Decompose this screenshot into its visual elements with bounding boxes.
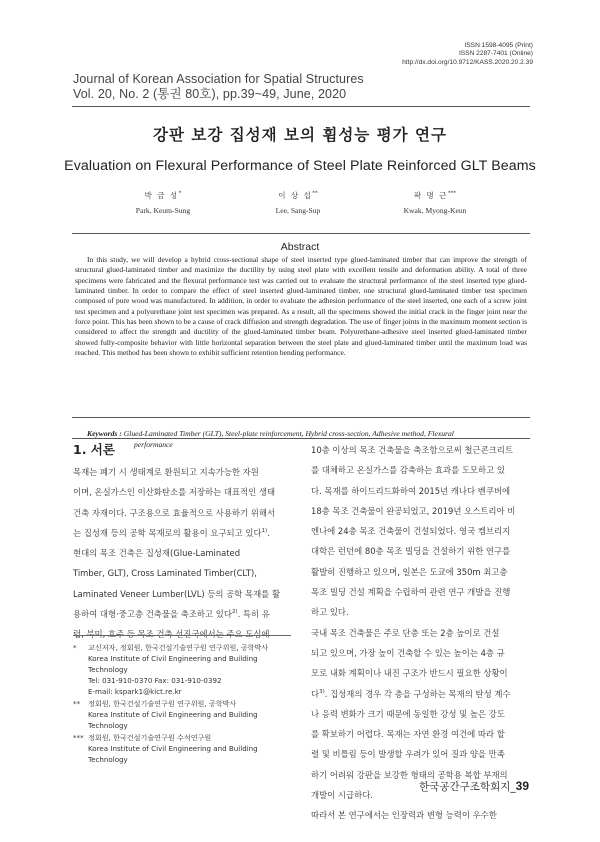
keywords-text: Glued-Laminated Timber (GLT), Steel-plate reinforcement, Hybrid cross-section, Adhesive method, Flexural [123,429,454,438]
body-line: 모로 내화 계획이나 내진 구조가 반드시 필요한 상황이 [311,668,508,679]
body-line: 나 응력 변화가 크기 때문에 동일한 강성 및 높은 강도 [311,708,505,719]
body-line: 목재는 폐기 시 생태계로 환원되고 지속가능한 자원 [73,467,259,477]
footer-journal: 한국공간구조학회지 [419,781,511,793]
right-column [311,440,515,826]
footnote-line: Korea Institute of Civil Engineering and Building [88,744,258,753]
body-line: 럽, 북미, 호주 등 목조 건축 선진국에서는 주요 도심에 [73,629,270,640]
journal-issue: Vol. 20, No. 2 (통권 80호), pp.39~49, June, 2020 [73,87,347,101]
body-line: 18층 목조 건축물이 완공되었고, 2019년 오스트리아 비 [311,505,516,516]
page-footer [419,779,529,794]
issn-print: ISSN 1598-4095 (Print) [464,42,533,49]
body-line: 건축 자재이다. 구조용으로 효율적으로 사용하기 위해서 [73,507,276,518]
body-line: 현대의 목조 건축은 집성재(Glue-Laminated [73,548,241,559]
author-name-english: Kwak, Myong-Keun [403,206,467,215]
author-mark: *** [447,190,457,197]
author-mark: * [178,190,182,197]
body-line: 국내 목조 건축물은 주로 단층 또는 2층 높이로 건설 [311,627,500,638]
body-line: 렬 및 비틀림 등이 발생할 우려가 있어 질과 양을 만족 [311,749,505,760]
footnote-line: 교신저자, 정회원, 한국건설기술연구원 연구위원, 공학박사 [88,643,269,652]
body-line: 는 집성재 등의 공학 목재로의 활용이 요구되고 있다$^{1)}$. [73,527,270,538]
body-line: 를 확보하기 어렵다. 목재는 자연 환경 여건에 따라 할 [311,729,505,740]
issn-block [402,42,533,67]
author-1 [98,190,228,215]
author-3 [370,190,500,215]
body-line: 엔나에 24층 목조 건축물이 건설되었다. 영국 켐브리지 [311,526,511,537]
header-rule [72,106,530,107]
page-number: 39 [515,779,529,793]
keywords-rule [72,438,530,439]
footnote-mark: * [73,643,77,652]
footnote-line: 정회원, 한국건설기술연구원 연구위원, 공학박사 [88,699,237,708]
body-line: Timber, GLT), Cross Laminated Timber(CLT), [73,568,257,579]
author-name-english: Park, Keum-Sung [135,206,191,215]
footnote-mark: *** [73,733,84,742]
citation-mark: 2) [231,609,238,616]
issn-online: ISSN 2287-7401 (Online) [458,50,533,58]
section-heading: 1. 서론 [73,442,115,457]
body-line: 활발히 진행하고 있으며, 일본은 도쿄에 350m 최고층 [311,566,508,577]
body-line: 이며, 온실가스인 이산화탄소를 저장하는 대표적인 생태 [73,487,276,498]
body-line: 개발이 시급하다. [311,790,373,801]
author-name-korean: 이 상 섭 [278,191,313,200]
body-line: 하고 있다. [311,607,349,618]
footnote-line: Tel: 031-910-0370 Fax: 031-910-0392 [88,676,222,685]
body-line: 10층 이상의 목조 건축물을 축조함으로써 철근콘크리트 [311,445,513,455]
journal-name: Journal of Korean Association for Spatial Structures [73,72,364,86]
footer-separator: _ [510,781,516,793]
footnote-line: Technology [88,665,128,674]
footnote-rule [73,635,291,636]
footnote-2 [73,698,298,731]
body-line: 다$^{3)}$. 집성재의 경우 각 층을 구성하는 목재의 탄성 계수 [311,688,511,699]
author-mark: ** [312,190,318,197]
footnote-line: Korea Institute of Civil Engineering and Building [88,654,258,663]
body-line: 를 대체하고 온실가스를 감축하는 효과를 도모하고 있 [311,465,505,476]
footnote-mark: ** [73,699,81,708]
footnote-line: Technology [88,755,128,764]
body-line: 용하여 대형·중고층 건축물을 축조하고 있다$^{2)}$. 특히 유 [73,609,270,620]
footnote-email[interactable]: E-mail: kspark1@kict.re.kr [88,687,182,696]
paper-title-korean: 강판 보강 집성재 보의 휨성능 평가 연구 [153,126,447,144]
author-2 [233,190,363,215]
citation-mark: 3) [319,688,325,695]
author-name-english: Lee, Sang-Sup [275,206,321,215]
doi-link[interactable]: http://dx.doi.org/10.9712/KASS.2020.20.2.39 [402,58,533,66]
body-line: 목조 빌딩 건설 계획을 수립하여 관련 연구 개발을 진행 [311,587,511,598]
left-column [73,462,280,645]
abstract-body: In this study, we will develop a hybrid cross-sectional shape of steel inserted type glued-laminated timber that can improve the strength of structural glued-laminated timber and maximize the ductility by using steel plate with excellent tensile and deformation ability. A total of three specimens were fabricated and the flexural performance test was carried out to evaluate the structural performance of the steel inserted type glued-laminated timber. In order to compare the effect of steel inserted glued-laminated timber, one structural glued-laminated timber test specimen composed of pure wood was manufactured. In addition, in order to evaluate the adhesion performance of the steel inserted, one each of a screw joint test specimen and a polyurethane joint test specimen was prepared. As a result, all the specimens showed the initial crack in the finger joint near the force point. This has been shown to be a cause of crack diffusion and strength degradation. The use of finger joints in the maximum moment section is considered to affect the strength and ductility of the glued-laminated timber beam. Polyurethane-adhesive steel inserted glued-laminated timber showed fully-composite behavior with little horizontal separation between the steel plate and glued-laminated timber until the maximum load was reached. This method has been shown to exhibit sufficient retention bending performance. [75,255,527,358]
citation-mark: 1) [261,528,268,535]
abstract-bottom-rule [72,417,530,418]
abstract-heading: Abstract [280,241,320,253]
footnote-line: Korea Institute of Civil Engineering and Building [88,710,258,719]
author-name-korean: 박 금 성 [144,191,179,200]
body-line: 되고 있으며, 가장 높이 건축할 수 있는 높이는 4층 규 [311,647,505,658]
body-line: Laminated Veneer Lumber(LVL) 등의 공학 목재를 활 [73,588,281,599]
author-name-korean: 곽 명 근 [413,191,448,200]
abstract-top-rule [72,233,530,234]
keywords-label: Keywords : [87,429,122,438]
body-line: 대학은 런던에 80층 목조 빌딩을 건설하기 위한 연구를 [311,546,511,557]
footnote-line: 정회원, 한국건설기술연구원 수석연구원 [88,733,212,742]
paper-title-english: Evaluation on Flexural Performance of Steel Plate Reinforced GLT Beams [64,158,536,174]
keywords-text-continued: performance [134,440,173,449]
footnote-3 [73,732,298,765]
body-line-rest: . 집성재의 경우 각 층을 구성하는 목재의 탄성 계수 [324,688,511,699]
body-line: 다. 목재를 하이드리드화하여 2015년 캐나다 벤쿠버에 [311,485,511,496]
footnote-1 [73,642,298,697]
journal-header [73,72,364,102]
footnote-line: Technology [88,721,128,730]
body-line: 하기 어려워 강판을 보강한 형태의 공학용 복합 부재의 [311,769,508,780]
body-line: 따라서 본 연구에서는 인장력과 변형 능력이 우수한 [311,810,497,821]
